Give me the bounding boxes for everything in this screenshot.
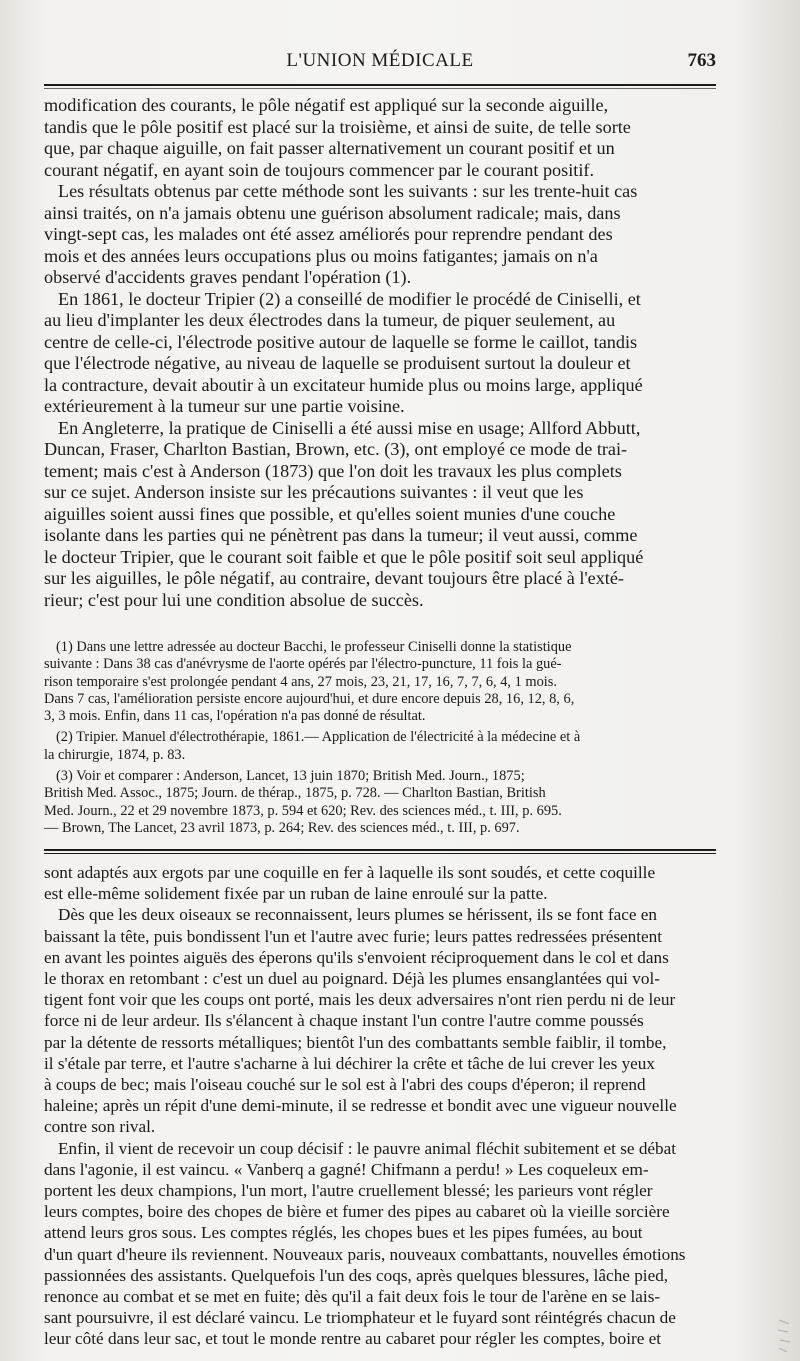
feuilleton-separator bbox=[44, 849, 716, 851]
footnote: (3) Voir et comparer : Anderson, Lancet, 13 juin 1870; British Med. Journ., 1875; British Med. Assoc., 1875; Journ. de thérap., 1875, p. 728. — Charlton Bastian, British Med. Journ., 22 et 29 novembre 1873, p. 594 et 620; Rev. des sciences méd., t. III, p. 695. — Brown, The Lancet, 23 avril 1873, p. 264; Rev. des sciences méd., t. III, p. 697. bbox=[44, 768, 562, 836]
footnote: (2) Tripier. Manuel d'électrothérapie, 1861.— Application de l'électricité à la médecine et à la chirurgie, 1874, p. 83. bbox=[44, 729, 581, 763]
feuilleton-separator-thin bbox=[44, 853, 716, 854]
journal-title: L'UNION MÉDICALE bbox=[286, 50, 474, 71]
footnotes bbox=[44, 639, 716, 841]
header-rule bbox=[44, 84, 716, 86]
header-rule-thin bbox=[44, 88, 716, 89]
paragraph: sont adaptés aux ergots par une coquille en fer à laquelle ils sont soudés, et cette coquille est elle-même solidement fixée par un ruban de laine enroulé sur la patte. bbox=[44, 863, 656, 904]
feuilleton-text bbox=[44, 862, 716, 1350]
paragraph: En Angleterre, la pratique de Ciniselli a été aussi mise en usage; Allford Abbutt, Duncan, Fraser, Charlton Bastian, Brown, etc. (3), ont employé ce mode de trai- tement; mais c'est à Anderson (1873) que l'on doit les travaux les plus complets sur ce sujet. Anderson insiste sur les précautions suivantes : il veut que les aiguilles soient aussi fines que possible, et qu'elles soient munies d'une couche isolante dans les parties qui ne pénètrent pas dans la tumeur; il veut aussi, comme le docteur Tripier, que le courant soit faible et que le pôle positif soit seul appliqué sur les aiguilles, le pôle négatif, au contraire, devant toujours être placé à l'exté- rieur; c'est pour lui une condition absolue de succès. bbox=[44, 417, 644, 610]
paragraph: Enfin, il vient de recevoir un coup décisif : le pauvre animal fléchit subitement et se débat dans l'agonie, il est vaincu. « Vanberq a gagné! Chifmann a perdu! » Les coqueleux em- portent les deux champions, l'un mort, l'autre cruellement blessé; les parieurs vont régler leurs comptes, boire des chopes de bière et fumer des pipes au cabaret où la vieille sorcière attend leurs gros sous. Les comptes réglés, les chopes bues et les pipes fumées, au bout d'un quart d'heure ils reviennent. Nouveaux paris, nouveaux combattants, nouvelles émotions passionnées des assistants. Quelquefois l'un des coqs, après quelques blessures, lâche pied, renonce au combat et se met en fuite; dès qu'il a fait deux fois le tour de l'arène en se lais- sant poursuivre, il est déclaré vaincu. Le triomphateur et le fuyard sont réintégrés chacun de leur côté dans leur sac, et tout le monde rentre au cabaret pour régler les comptes, boire et bbox=[44, 1138, 686, 1349]
page-number: 763 bbox=[687, 50, 716, 71]
main-article-text bbox=[44, 95, 716, 611]
paragraph: modification des courants, le pôle négatif est appliqué sur la seconde aiguille, tandis que le pôle positif est placé sur la troisième, et ainsi de suite, de telle sorte que, par chaque aiguille, on fait passer alternativement un courant positif et un courant négatif, en ayant soin de toujours commencer par le courant positif. bbox=[44, 95, 631, 180]
footnote: (1) Dans une lettre adressée au docteur Bacchi, le professeur Ciniselli donne la statistique suivante : Dans 38 cas d'anévrysme de l'aorte opérés par l'électro-puncture, 11 fois la gué- rison temporaire s'est prolongée pendant 4 ans, 27 mois, 23, 21, 17, 16, 7, 7, 6, 4, 1 mois. Dans 7 cas, l'amélioration persiste encore aujourd'hui, et dure encore depuis 28, 16, 12, 8, 6, 3, 3 mois. Enfin, dans 11 cas, l'opération n'a pas donné de résultat. bbox=[44, 639, 575, 725]
paragraph: Les résultats obtenus par cette méthode sont les suivants : sur les trente-huit cas ainsi traités, on n'a jamais obtenu une guérison absolument radicale; mais, dans vingt-sept cas, les malades ont été assez améliorés pour reprendre pendant des mois et des années leurs occupations plus ou moins fatigantes; jamais on n'a observé d'accidents graves pendant l'opération (1). bbox=[44, 181, 638, 287]
scan-margin-mark bbox=[776, 1318, 792, 1354]
running-header bbox=[44, 50, 716, 74]
paragraph: Dès que les deux oiseaux se reconnaissent, leurs plumes se hérissent, ils se font face en baissant la tête, puis bondissent l'un et l'autre avec furie; leurs pattes redressées présentent en avant les pointes aiguës des éperons qu'ils s'envoient réciproquement dans le col et dans le thorax en retombant : c'est un duel au poignard. Déjà les plumes ensanglantées qui vol- tigent font voir que les coups ont porté, mais les deux adversaires n'ont rien perdu ni de leur force ni de leur ardeur. Ils s'élancent à chaque instant l'un contre l'autre comme poussés par la détente de ressorts métalliques; bientôt l'un des combattants semble faiblir, il tombe, il s'étale par terre, et l'autre s'acharne à lui déchirer la crête et tâche de lui crever les yeux à coups de bec; mais l'oiseau couché sur le sol est à l'abri des coups d'éperon; il reprend haleine; après un répit d'une demi-minute, il se redresse et bondit avec une vigueur nouvelle contre son rival. bbox=[44, 905, 677, 1137]
paragraph: En 1861, le docteur Tripier (2) a conseillé de modifier le procédé de Ciniselli, et au lieu d'implanter les deux électrodes dans la tumeur, de piquer seulement, au centre de celle-ci, l'électrode positive autour de laquelle se forme le caillot, tandis que l'électrode négative, au niveau de laquelle se produisent surtout la douleur et la contracture, devait aboutir à un excitateur humide plus ou moins large, appliqué extérieurement à la tumeur sur une partie voisine. bbox=[44, 288, 643, 416]
